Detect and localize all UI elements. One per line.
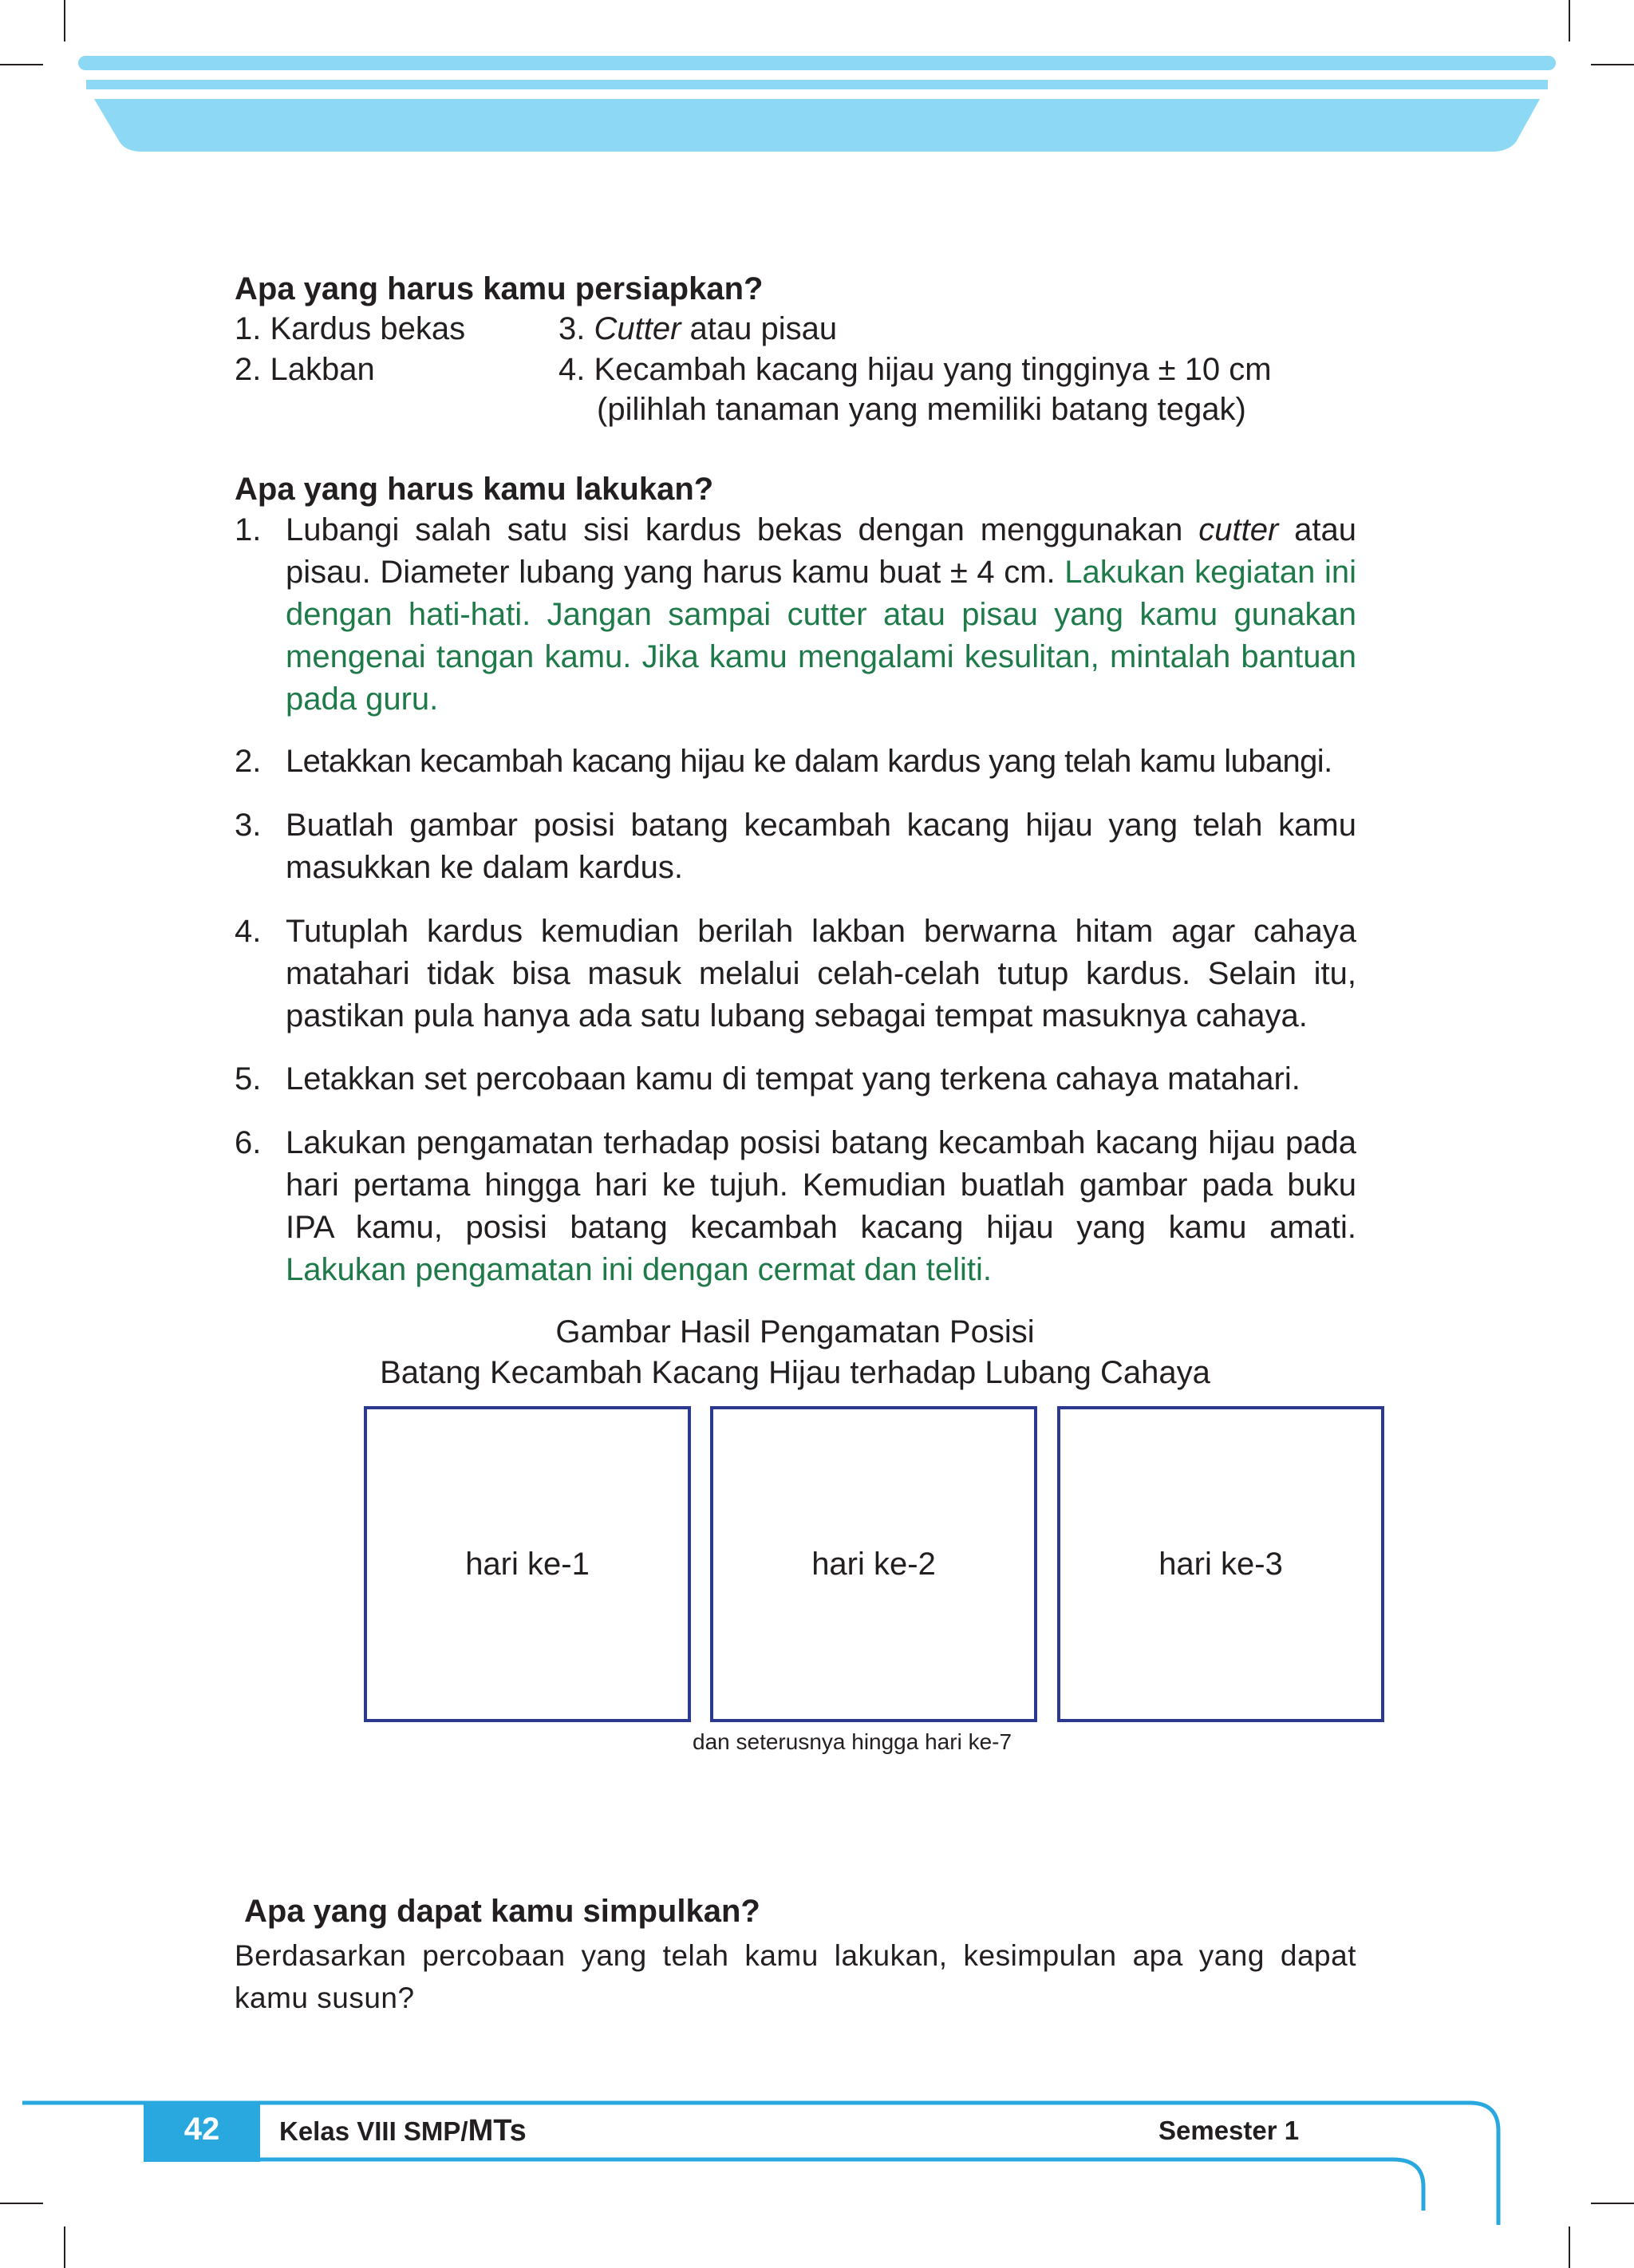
step-italic: cutter [1198,512,1279,547]
prepare-item-3 [558,308,837,350]
step-3 [235,804,1356,889]
box-label: hari ke-3 [1158,1546,1283,1582]
crop-mark [1569,2227,1570,2268]
step-warning: Lakukan kegiatan ini dengan hati-hati. Jangan sampai cutter atau pisau yang kamu gunakan mengenai tangan kamu. Jika kamu mengalami kesulitan, mintalah bantuan pada guru. [286,555,1356,717]
prepare-item-3-italic: Cutter [594,311,681,346]
semester-label: Semester 1 [1158,2116,1300,2145]
class-label-text: Kelas VIII SMP/ [279,2116,468,2146]
procedure-heading: Apa yang harus kamu lakukan? [235,472,714,507]
step-number: 6. [235,1125,262,1160]
page-number: 42 [184,2112,220,2147]
prepare-item-1: 1. Kardus bekas [235,311,466,346]
box-label: hari ke-1 [465,1546,590,1582]
step-reminder: Lakukan pengamatan ini dengan cermat dan teliti. [286,1252,993,1287]
crop-mark [64,2227,65,2268]
step-number: 5. [235,1061,262,1096]
class-label [279,2114,527,2148]
step-number: 1. [235,512,262,547]
step-1 [235,509,1356,721]
step-text: Buatlah gambar posisi batang kecambah kacang hijau yang telah kamu masukkan ke dalam kardus. [286,808,1356,885]
prepare-item-3-suffix: atau pisau [681,311,838,346]
box-label: hari ke-2 [811,1546,936,1582]
step-number: 3. [235,808,262,843]
step-text: Tutuplah kardus kemudian berilah lakban berwarna hitam agar cahaya matahari tidak bisa masuk melalui celah-celah tutup kardus. Selain itu, pastikan pula hanya ada satu lubang sebagai tempat masuknya cahaya. [286,914,1356,1033]
conclusion-text: Berdasarkan percobaan yang telah kamu lakukan, kesimpulan apa yang dapat kamu susun? [235,1939,1356,2014]
prepare-item-4-note: (pilihlah tanaman yang memiliki batang tegak) [597,392,1246,427]
prepare-item-4: 4. Kecambah kacang hijau yang tingginya ± 10 cm [558,352,1272,387]
observation-box-day-1 [364,1406,691,1722]
figure-note: dan seterusnya hingga hari ke-7 [693,1729,1012,1754]
observation-box-day-2 [710,1406,1037,1722]
prepare-item-2: 2. Lakban [235,352,375,387]
step-text: atau pisau. Diameter lubang yang harus kamu buat ± 4 cm. [286,512,1356,590]
step-number: 4. [235,914,262,949]
prepare-heading: Apa yang harus kamu persiapkan? [235,271,764,306]
figure-caption-line-1: Gambar Hasil Pengamatan Posisi [555,1314,1035,1349]
step-2 [235,741,1356,783]
header-band [0,0,1634,160]
step-5 [235,1058,1356,1100]
step-4 [235,911,1356,1037]
step-text: Letakkan set percobaan kamu di tempat yang terkena cahaya matahari. [286,1061,1300,1096]
observation-box-day-3 [1057,1406,1384,1722]
step-text: Lubangi salah satu sisi kardus bekas dengan menggunakan [286,512,1199,547]
prepare-item-3-prefix: 3. [558,311,594,346]
class-label-mts: MTs [468,2114,527,2147]
step-text: Lakukan pengamatan terhadap posisi batang kecambah kacang hijau pada hari pertama hingga hari ke tujuh. Kemudian buatlah gambar pada buku IPA kamu, posisi batang kecambah kacang hijau yang kamu amati. [286,1125,1356,1245]
step-number: 2. [235,744,262,779]
figure-caption-line-2: Batang Kecambah Kacang Hijau terhadap Lubang Cahaya [380,1355,1210,1390]
step-text: Letakkan kecambah kacang hijau ke dalam kardus yang telah kamu lubangi. [286,744,1332,779]
conclusion-heading: Apa yang dapat kamu simpulkan? [244,1894,760,1929]
step-6 [235,1122,1356,1291]
